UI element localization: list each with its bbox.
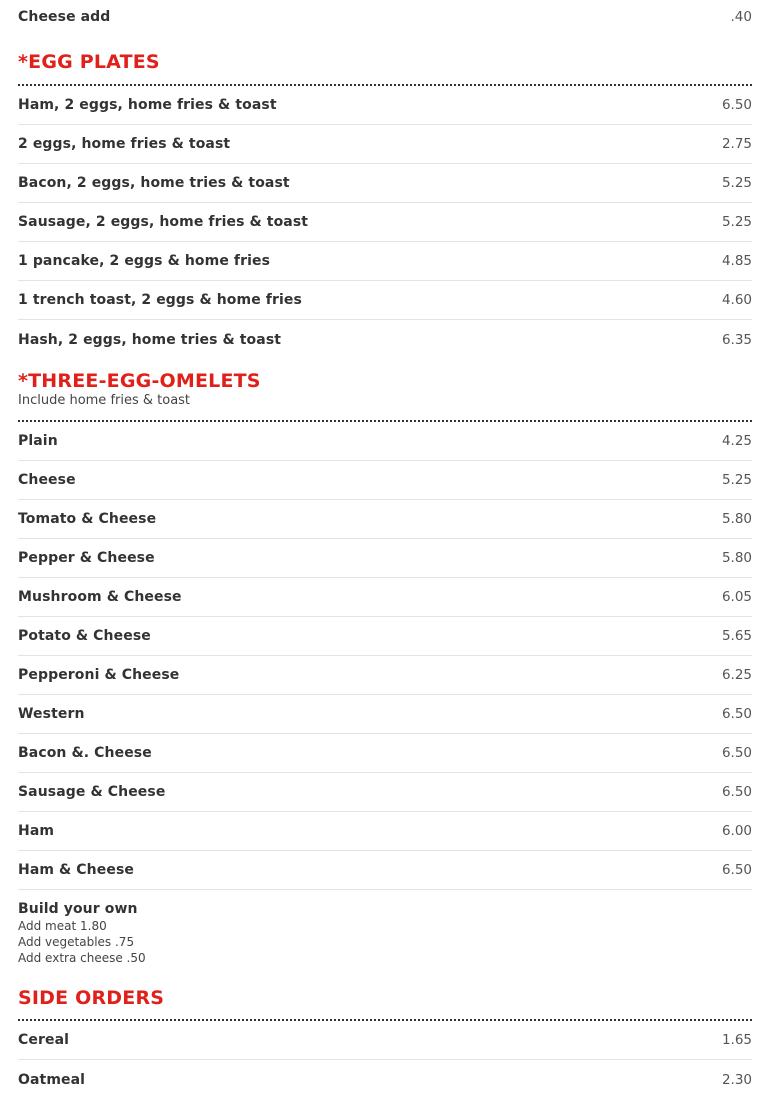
menu-item [18,1060,752,1099]
item-name: Plain [18,433,58,449]
item-name: Cheese [18,472,76,488]
item-name: Bacon, 2 eggs, home tries & toast [18,175,290,191]
menu-item [18,125,752,164]
item-price: 5.80 [721,511,752,527]
item-name: 1 trench toast, 2 eggs & home fries [18,292,302,308]
item-price: 6.35 [721,331,752,348]
menu-item [18,461,752,500]
item-price: 1.65 [721,1032,752,1048]
item-name: Mushroom & Cheese [18,589,182,605]
item-name: Sausage & Cheese [18,784,166,800]
item-price: 6.00 [721,823,752,839]
item-price: 6.05 [721,589,752,605]
item-name: Hash, 2 eggs, home tries & toast [18,331,282,348]
item-name: Bacon &. Cheese [18,745,152,761]
item-name: 2 eggs, home fries & toast [18,136,231,152]
item-name: Cheese add [18,9,111,25]
item-name: Ham, 2 eggs, home fries & toast [18,97,277,113]
item-name: Pepper & Cheese [18,550,155,566]
menu-item-cheese-add [18,0,752,34]
menu-item [18,695,752,734]
section-title: *EGG PLATES [18,51,160,73]
menu [18,0,752,1099]
menu-item [18,539,752,578]
build-your-own-title: Build your own [18,901,138,917]
menu-item [18,281,752,320]
menu-item [18,734,752,773]
menu-item [18,812,752,851]
menu-item [18,617,752,656]
item-price: 4.60 [721,292,752,308]
menu-item [18,500,752,539]
build-your-own [18,890,752,972]
item-name: 1 pancake, 2 eggs & home fries [18,253,271,269]
item-price: 6.50 [721,745,752,761]
item-price: 5.80 [721,550,752,566]
item-price: 2.30 [721,1071,752,1088]
menu-item [18,320,752,359]
item-name: Cereal [18,1032,70,1048]
item-name: Pepperoni & Cheese [18,667,180,683]
menu-item [18,242,752,281]
section-subtitle: Include home fries & toast [18,393,191,408]
item-name: Ham & Cheese [18,862,134,878]
section-title: *THREE-EGG-OMELETS [18,370,261,392]
item-price: 2.75 [721,136,752,152]
menu-item [18,203,752,242]
item-name: Oatmeal [18,1071,86,1088]
menu-item [18,578,752,617]
menu-item [18,1021,752,1060]
menu-item [18,773,752,812]
section-header-egg-plates [18,34,752,86]
item-name: Potato & Cheese [18,628,151,644]
item-price: 5.65 [721,628,752,644]
build-note: Add extra cheese .50 [18,951,146,965]
item-price: 6.50 [721,784,752,800]
menu-item [18,164,752,203]
menu-item [18,86,752,125]
item-price: 6.50 [721,862,752,878]
item-name: Ham [18,823,55,839]
section-header-side-orders [18,972,752,1021]
item-name: Western [18,706,85,722]
item-price: 6.50 [721,706,752,722]
item-price: 5.25 [721,175,752,191]
build-note: Add vegetables .75 [18,935,135,949]
menu-item [18,422,752,461]
menu-item [18,851,752,890]
build-note: Add meat 1.80 [18,919,107,933]
item-price: 6.50 [721,97,752,113]
section-header-omelets [18,359,752,422]
item-price: 4.85 [721,253,752,269]
item-price: .40 [730,9,752,25]
item-price: 5.25 [721,472,752,488]
item-price: 6.25 [721,667,752,683]
section-title: SIDE ORDERS [18,987,165,1009]
item-name: Tomato & Cheese [18,511,157,527]
item-name: Sausage, 2 eggs, home fries & toast [18,214,309,230]
item-price: 5.25 [721,214,752,230]
item-price: 4.25 [721,433,752,449]
menu-item [18,656,752,695]
